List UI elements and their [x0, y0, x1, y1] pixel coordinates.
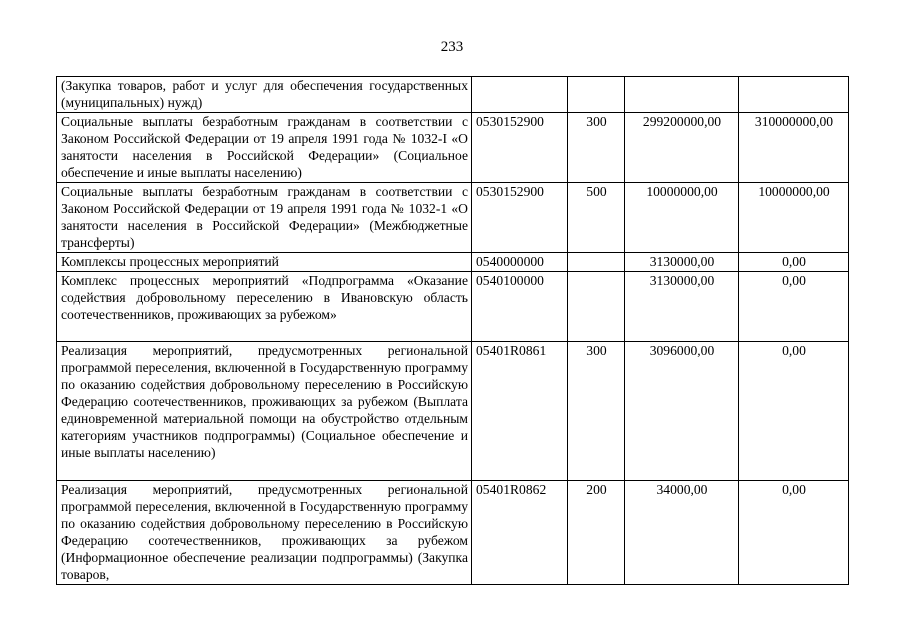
row-sum2-cell: 0,00: [739, 481, 849, 585]
row-sum2-cell: [739, 77, 849, 113]
row-type-cell: 300: [568, 342, 625, 481]
row-name-cell: Комплексы процессных мероприятий: [57, 253, 472, 272]
row-sum-cell: 3096000,00: [625, 342, 739, 481]
row-sum2-cell: 310000000,00: [739, 113, 849, 183]
table-row: [57, 183, 849, 253]
row-sum2-cell: 10000000,00: [739, 183, 849, 253]
row-sum2-cell: 0,00: [739, 272, 849, 342]
table-row: [57, 113, 849, 183]
row-sum-cell: 10000000,00: [625, 183, 739, 253]
row-sum-cell: 3130000,00: [625, 253, 739, 272]
row-name-cell: Социальные выплаты безработным гражданам в соответствии с Законом Российской Федерации от 19 апреля 1991 года № 1032-I «О занятости населения в Российской Федерации» (Социальное обеспечение и иные выплаты населению): [57, 113, 472, 183]
row-sum2-cell: 0,00: [739, 342, 849, 481]
row-name-cell: (Закупка товаров, работ и услуг для обеспечения государственных (муниципальных) нужд): [57, 77, 472, 113]
row-sum-cell: 34000,00: [625, 481, 739, 585]
row-type-cell: 300: [568, 113, 625, 183]
table-row: [57, 77, 849, 113]
table-row: [57, 481, 849, 585]
row-sum2-cell: 0,00: [739, 253, 849, 272]
budget-table: [56, 76, 849, 585]
row-code-cell: 0540000000: [472, 253, 568, 272]
row-code-cell: [472, 77, 568, 113]
row-code-cell: 0540100000: [472, 272, 568, 342]
row-name-cell: Реализация мероприятий, предусмотренных региональной программой переселения, включенной в Государственную программу по оказанию содействия добровольному переселению в Российскую Федерацию соотечественников, проживающих за рубежом (Выплата единовременной материальной помощи на обустройство отдельным категориям участников подпрограммы) (Социальное обеспечение и иные выплаты населению): [57, 342, 472, 481]
table-row: [57, 272, 849, 342]
table-row: [57, 253, 849, 272]
row-type-cell: 200: [568, 481, 625, 585]
row-code-cell: 0530152900: [472, 183, 568, 253]
row-sum-cell: [625, 77, 739, 113]
row-name-cell: Комплекс процессных мероприятий «Подпрограмма «Оказание содействия добровольному переселению в Ивановскую область соотечественников, проживающих за рубежом»: [57, 272, 472, 342]
row-sum-cell: 299200000,00: [625, 113, 739, 183]
row-code-cell: 05401R0862: [472, 481, 568, 585]
row-type-cell: 500: [568, 183, 625, 253]
row-code-cell: 0530152900: [472, 113, 568, 183]
row-name-cell: Социальные выплаты безработным гражданам в соответствии с Законом Российской Федерации от 19 апреля 1991 года № 1032-1 «О занятости населения в Российской Федерации» (Межбюджетные трансферты): [57, 183, 472, 253]
row-type-cell: [568, 272, 625, 342]
row-type-cell: [568, 253, 625, 272]
row-code-cell: 05401R0861: [472, 342, 568, 481]
table-row: [57, 342, 849, 481]
row-type-cell: [568, 77, 625, 113]
row-name-cell: Реализация мероприятий, предусмотренных региональной программой переселения, включенной в Государственную программу по оказанию содействия добровольному переселению в Российскую Федерацию соотечественников, проживающих за рубежом (Информационное обеспечение реализации подпрограммы) (Закупка товаров,: [57, 481, 472, 585]
row-sum-cell: 3130000,00: [625, 272, 739, 342]
page-number: 233: [440, 39, 464, 55]
